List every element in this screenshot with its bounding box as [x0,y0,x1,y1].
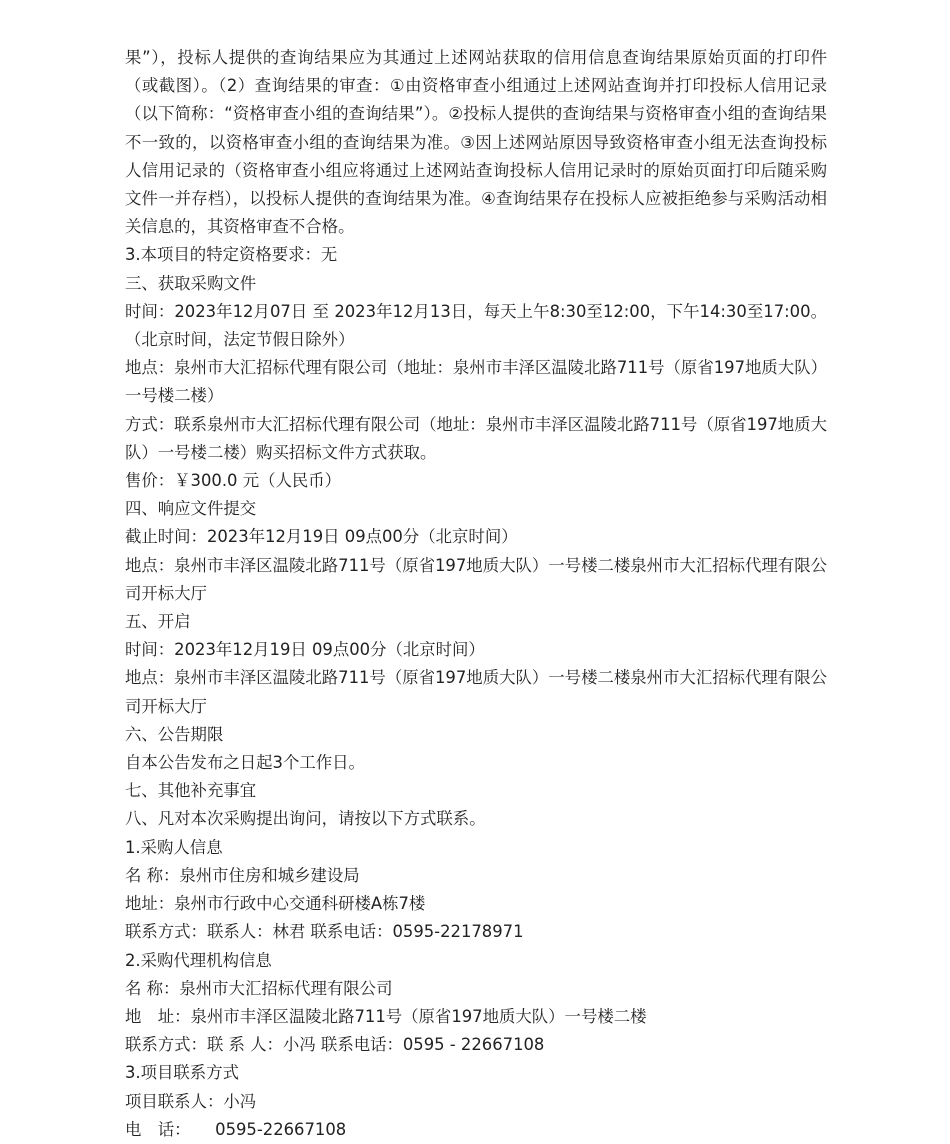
announcement-period-line: 自本公告发布之日起3个工作日。 [125,753,365,773]
purchaser-contact-line: 联系方式：联系人：林君 联系电话：0595-22178971 [125,922,524,942]
purchaser-address-line: 地址：泉州市行政中心交通科研楼A栋7楼 [125,894,426,914]
purchaser-name-line: 名 称：泉州市住房和城乡建设局 [125,865,360,885]
project-contact-person-line: 项目联系人：小冯 [125,1091,257,1111]
opening-location-line: 地点：泉州市丰泽区温陵北路711号（原省197地质大队）一号楼二楼泉州市大汇招标代理有限公司开标大厅 [125,668,827,716]
obtain-time-line: 时间：2023年12月07日 至 2023年12月13日，每天上午8:30至12:00，下午14:30至17:00。（北京时间，法定节假日除外） [125,301,827,350]
section-heading-announcement-period: 六、公告期限 [125,724,224,744]
agency-name-line: 名 称：泉州市大汇招标代理有限公司 [125,978,393,998]
agency-info-heading: 2.采购代理机构信息 [125,950,272,970]
section-heading-submission: 四、响应文件提交 [125,499,257,519]
section-heading-opening: 五、开启 [125,612,191,632]
announcement-body [125,44,827,1144]
section-heading-supplementary: 七、其他补充事宜 [125,781,257,801]
project-contact-heading: 3.项目联系方式 [125,1063,239,1083]
agency-address-line: 地 址：泉州市丰泽区温陵北路711号（原省197地质大队）一号楼二楼 [125,1006,647,1026]
credit-check-paragraph: 果”），投标人提供的查询结果应为其通过上述网站获取的信用信息查询结果原始页面的打印件（或截图）。（2）查询结果的审查：①由资格审查小组通过上述网站查询并打印投标人信用记录（以下简称：“资格审查小组的查询结果”）。②投标人提供的查询结果与资格审查小组的查询结果不一致的，以资格审查小组的查询结果为准。③因上述网站原因导致资格审查小组无法查询投标人信用记录的（资格审查小组应将通过上述网站查询投标人信用记录时的原始页面打印后随采购文件一并存档），以投标人提供的查询结果为准。④查询结果存在投标人应被拒绝参与采购活动相关信息的，其资格审查不合格。 [125,48,827,237]
section-heading-contact: 八、凡对本次采购提出询问，请按以下方式联系。 [125,809,486,829]
opening-time-line: 时间：2023年12月19日 09点00分（北京时间） [125,640,485,660]
obtain-method-line: 方式：联系泉州市大汇招标代理有限公司（地址：泉州市丰泽区温陵北路711号（原省197地质大队）一号楼二楼）购买招标文件方式获取。 [125,414,827,462]
project-phone-line: 电 话： 0595-22667108 [125,1119,347,1139]
purchaser-info-heading: 1.采购人信息 [125,837,223,857]
submission-location-line: 地点：泉州市丰泽区温陵北路711号（原省197地质大队）一号楼二楼泉州市大汇招标代理有限公司开标大厅 [125,555,827,603]
deadline-line: 截止时间：2023年12月19日 09点00分（北京时间） [125,527,518,547]
obtain-location-line: 地点：泉州市大汇招标代理有限公司（地址：泉州市丰泽区温陵北路711号（原省197地质大队）一号楼二楼） [125,358,827,406]
price-line: 售价：￥300.0 元（人民币） [125,471,342,491]
section-heading-obtain-docs: 三、获取采购文件 [125,273,257,293]
agency-contact-line: 联系方式：联 系 人：小冯 联系电话：0595 - 22667108 [125,1035,545,1055]
specific-qualification-line: 3.本项目的特定资格要求：无 [125,245,338,265]
